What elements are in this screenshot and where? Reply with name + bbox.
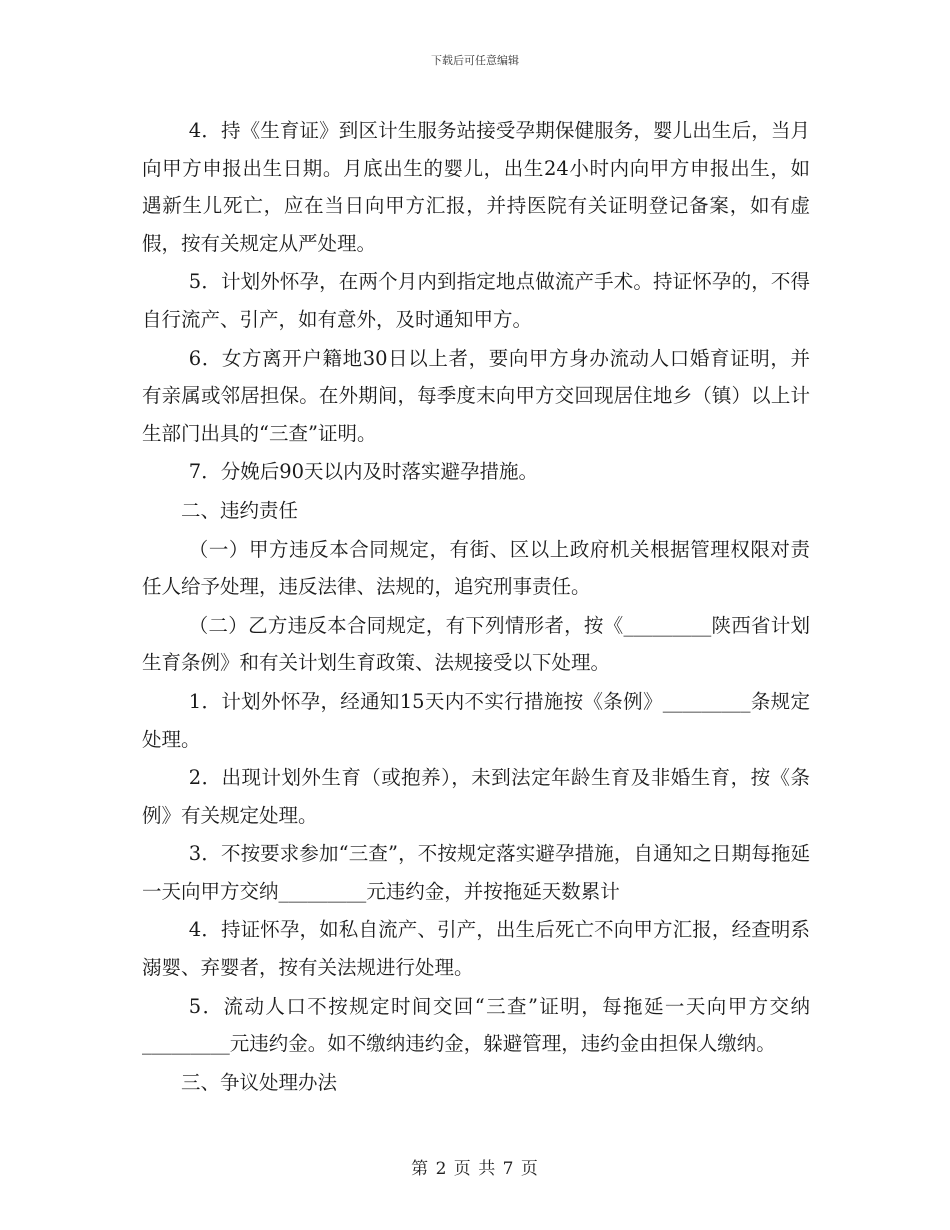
paragraph-item-7: 7．分娩后90天以内及时落实避孕措施。 [188,460,539,484]
paragraph-party-a-breach: （一）甲方违反本合同规定，有街、区以上政府机关根据管理权限对责任人给予处理，违反法律、法规的，追究刑事责任。 [142,537,810,599]
paragraph-penalty-2: 2．出现计划外生育（或抱养），未到法定年龄生育及非婚生育，按《条例》有关规定处理。 [142,766,810,827]
paragraph-item-5: 5．计划外怀孕，在两个月内到指定地点做流产手术。持证怀孕的，不得自行流产、引产，如有意外，及时通知甲方。 [142,270,810,331]
section-heading-dispute: 三、争议处理办法 [181,1070,338,1094]
document-body [142,112,810,1102]
paragraph-penalty-1: 1．计划外怀孕，经通知15天内不实行措施按《条例》_________条规定处理。 [142,689,810,751]
paragraph-item-6: 6．女方离开户籍地30日以上者，要向甲方身办流动人口婚育证明，并有亲属或邻居担保。在外期间，每季度末向甲方交回现居住地乡（镇）以上计生部门出具的“三查”证明。 [142,346,810,445]
page-number-footer: 第 2 页 共 7 页 [411,1159,539,1179]
paragraph-item-4: 4．持《生育证》到区计生服务站接受孕期保健服务，婴儿出生后，当月向甲方申报出生日期。月底出生的婴儿，出生24小时内向甲方申报出生，如遇新生儿死亡，应在当日向甲方汇报，并持医院有关证明登记备案，如有虚假，按有关规定从严处理。 [142,119,810,255]
paragraph-penalty-4: 4．持证怀孕，如私自流产、引产，出生后死亡不向甲方汇报，经查明系溺婴、弃婴者，按有关法规进行处理。 [142,918,810,980]
paragraph-party-b-breach: （二）乙方违反本合同规定，有下列情形者，按《_________陕西省计划生育条例》和有关计划生育政策、法规接受以下处理。 [142,613,810,675]
paragraph-penalty-5: 5．流动人口不按规定时间交回“三查”证明，每拖延一天向甲方交纳_________元违约金。如不缴纳违约金，躲避管理，违约金由担保人缴纳。 [142,994,810,1056]
paragraph-penalty-3: 3．不按要求参加“三查”，不按规定落实避孕措施，自通知之日期每拖延一天向甲方交纳_________元违约金，并按拖延天数累计 [142,842,810,903]
page-header-note: 下载后可任意编辑 [431,54,519,67]
section-heading-breach: 二、违约责任 [181,498,299,522]
